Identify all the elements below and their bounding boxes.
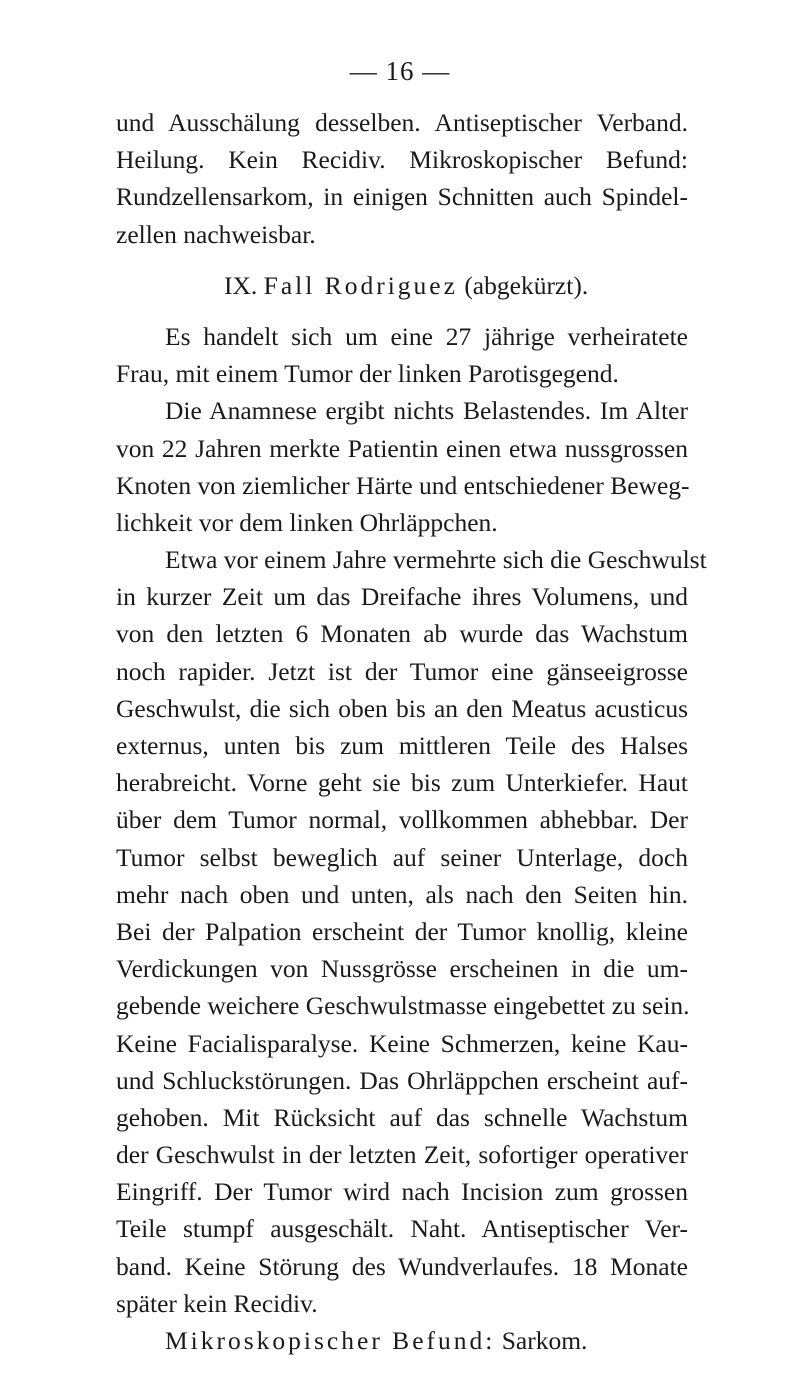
text-line: herabreicht. Vorne geht sie bis zum Unterkiefer. Haut: [116, 768, 688, 798]
text-line: Geschwulst, die sich oben bis an den Meatus acusticus: [116, 693, 688, 723]
text-line: von den letzten 6 Monaten ab wurde das Wachstum: [116, 619, 688, 649]
text-line: später kein Recidiv.: [116, 1288, 318, 1318]
text-line: Etwa vor einem Jahre vermehrte sich die Geschwulst: [165, 545, 707, 575]
text-line: gehoben. Mit Rücksicht auf das schnelle Wachstum: [116, 1102, 688, 1132]
page-number: — 16 —: [349, 56, 451, 86]
paragraph-introduction: [116, 318, 688, 392]
text-line: lichkeit vor dem linken Ohrläppchen.: [116, 507, 498, 537]
text-line: Verdickungen von Nussgrösse erscheinen in die um-: [116, 954, 688, 984]
text-line: mehr nach oben und unten, als nach den Seiten hin.: [116, 879, 688, 909]
text-line: noch rapider. Jetzt ist der Tumor eine gänseeigrosse: [116, 656, 688, 686]
text-line: Rundzellensarkom, in einigen Schnitten auch Spindel-: [116, 182, 688, 212]
text-line: der Geschwulst in der letzten Zeit, sofortiger operativer: [116, 1140, 688, 1170]
heading-case-label: Fall Rodriguez: [263, 270, 458, 300]
text-line: externus, unten bis zum mittleren Teile des Halses: [116, 731, 688, 760]
text-line: gebende weichere Geschwulstmasse eingebettet zu sein.: [116, 991, 690, 1021]
spacer: [116, 253, 688, 267]
paragraph-findings: [116, 541, 707, 1322]
text-line: Es handelt sich um eine 27 jährige verheiratete: [165, 321, 688, 351]
text-line: Teile stumpf ausgeschält. Naht. Antiseptischer Ver-: [116, 1214, 688, 1244]
finding-value: Sarkom.: [501, 1326, 588, 1355]
text-line: und Schluckstörungen. Das Ohrläppchen erscheint auf-: [116, 1065, 688, 1095]
text-line: band. Keine Störung des Wundverlaufes. 18 Monate: [116, 1251, 688, 1281]
paragraph-case-viii-end: [116, 104, 688, 253]
text-line: von 22 Jahren merkte Patientin einen etwa nussgrossen: [116, 433, 688, 463]
paragraph-anamnesis: [116, 392, 688, 541]
text-line: und Ausschälung desselben. Antiseptischer Verband.: [116, 108, 688, 137]
microscopic-finding: [116, 1322, 688, 1359]
text-line: Knoten von ziemlicher Härte und entschiedener Beweg-: [116, 470, 690, 500]
text-line: in kurzer Zeit um das Dreifache ihres Volumens, und: [116, 582, 688, 612]
text-line: Keine Facialisparalyse. Keine Schmerzen, keine Kau-: [116, 1028, 688, 1058]
text-line: Frau, mit einem Tumor der linken Parotisgegend.: [116, 359, 619, 389]
spacer: [116, 304, 688, 318]
text-line: Die Anamnese ergibt nichts Belastendes. Im Alter: [165, 396, 688, 426]
heading-number: IX.: [224, 270, 258, 300]
heading-suffix: (abgekürzt).: [464, 270, 589, 300]
text-line: Heilung. Kein Recidiv. Mikroskopischer Befund:: [116, 145, 688, 175]
text-line: über dem Tumor normal, vollkommen abhebbar. Der: [116, 805, 688, 835]
text-line: zellen nachweisbar.: [116, 219, 316, 249]
text-line: Bei der Palpation erscheint der Tumor knollig, kleine: [116, 916, 688, 946]
section-heading: [116, 267, 688, 304]
text-line: Eingriff. Der Tumor wird nach Incision zum grossen: [116, 1177, 688, 1207]
text-line: Tumor selbst beweglich auf seiner Unterlage, doch: [116, 842, 688, 872]
finding-label: Mikroskopischer Befund:: [165, 1326, 496, 1355]
body-text: [116, 104, 707, 1359]
